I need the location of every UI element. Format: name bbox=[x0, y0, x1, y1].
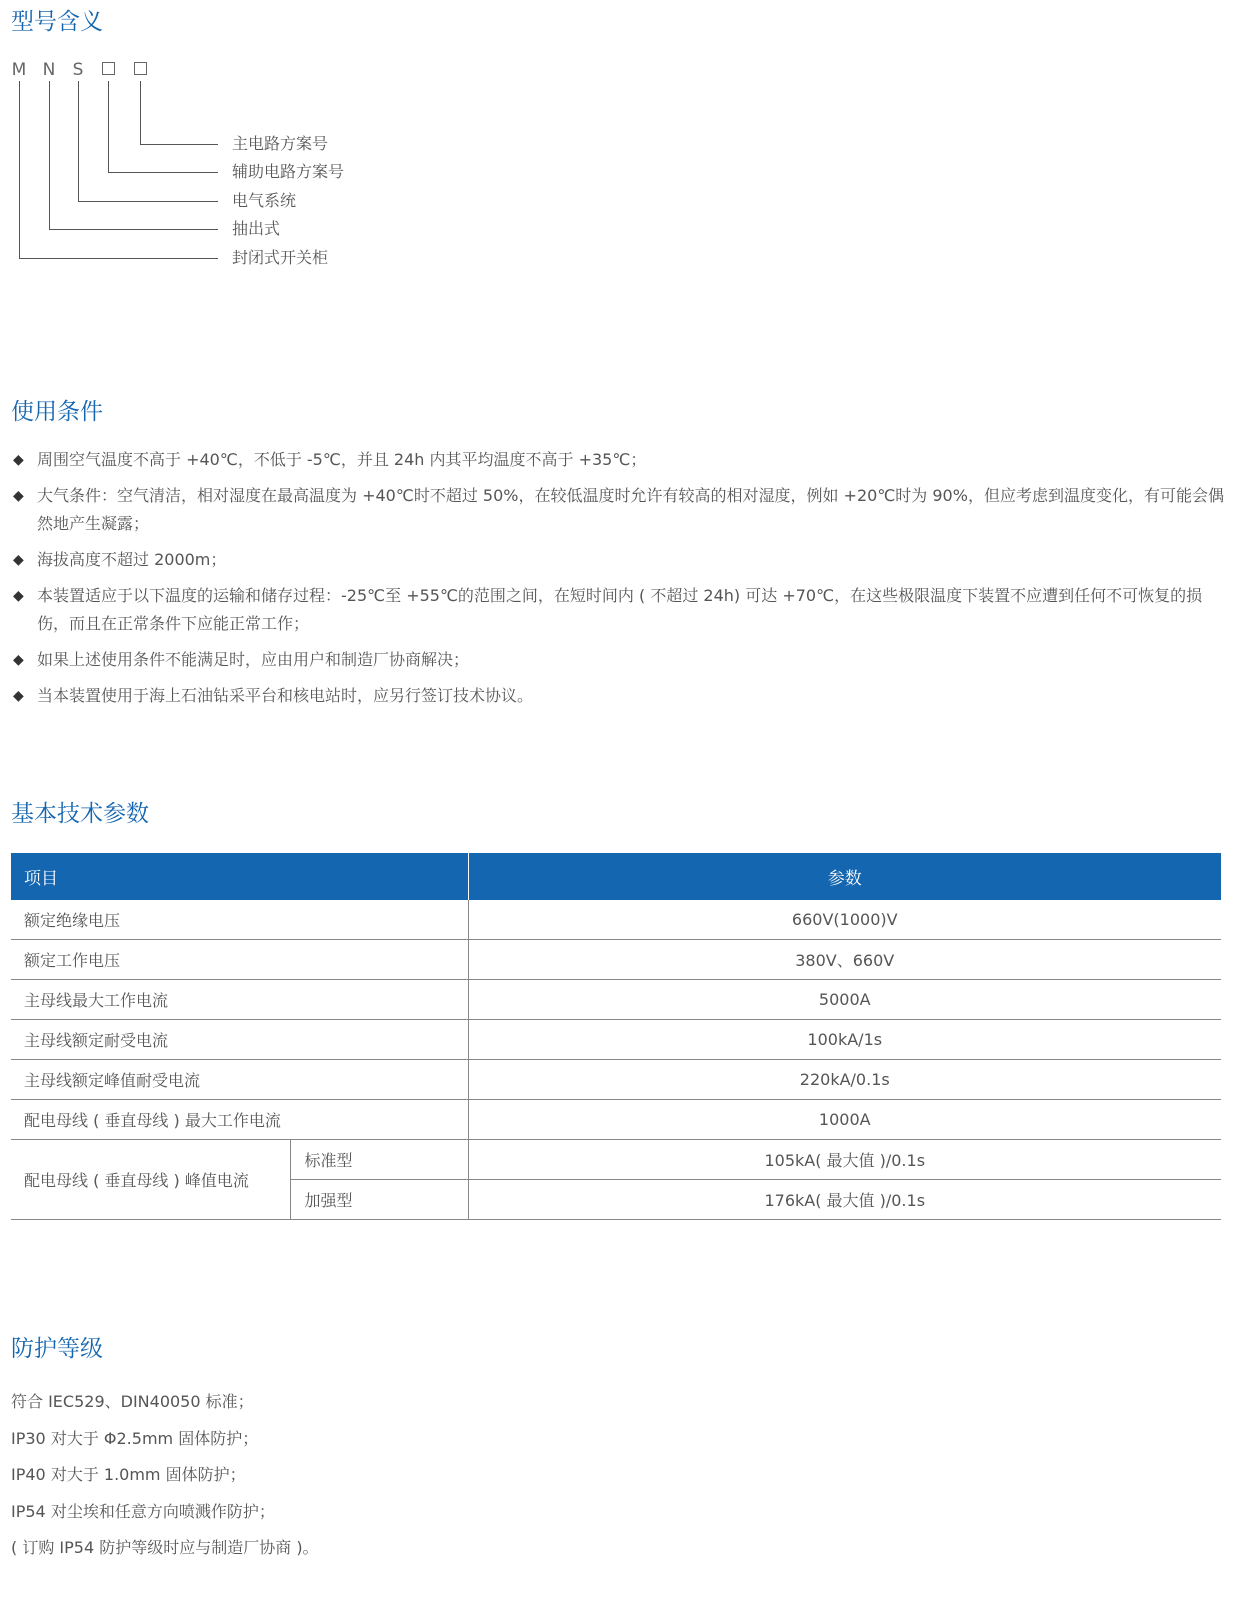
header-value: 参数 bbox=[468, 853, 1221, 900]
code-letter-s: S bbox=[72, 60, 84, 80]
model-meaning-title: 型号含义 bbox=[11, 9, 103, 35]
list-item: ◆ 海拔高度不超过 2000m； bbox=[13, 546, 1228, 574]
row-subtype-standard: 标准型 bbox=[290, 1140, 468, 1180]
row-value: 176kA( 最大值 )/0.1s bbox=[468, 1180, 1221, 1220]
list-item: ◆ 大气条件：空气清洁，相对湿度在最高温度为 +40℃时不超过 50%，在较低温度时允许有较高的相对湿度，例如 +20℃时为 90%，但应考虑到温度变化，有可能会偶然地产生凝露； bbox=[13, 482, 1228, 538]
table-row bbox=[11, 1020, 1221, 1060]
row-item: 配电母线 ( 垂直母线 ) 最大工作电流 bbox=[11, 1100, 468, 1140]
list-item: ◆ 周围空气温度不高于 +40℃，不低于 -5℃，并且 24h 内其平均温度不高于 +35℃； bbox=[13, 446, 1228, 474]
connector-aux-horizontal bbox=[108, 172, 218, 173]
list-item: ( 订购 IP54 防护等级时应与制造厂协商 )。 bbox=[11, 1538, 319, 1557]
diamond-bullet-icon: ◆ bbox=[13, 452, 24, 468]
diamond-bullet-icon: ◆ bbox=[13, 552, 24, 568]
diamond-bullet-icon: ◆ bbox=[13, 588, 24, 604]
connector-s-vertical bbox=[78, 81, 79, 202]
connector-s-horizontal bbox=[78, 201, 218, 202]
params-title: 基本技术参数 bbox=[11, 801, 149, 827]
header-item: 项目 bbox=[11, 853, 468, 900]
table-row bbox=[11, 1060, 1221, 1100]
code-box-auxiliary bbox=[102, 62, 115, 75]
table-row bbox=[11, 1100, 1221, 1140]
row-value: 220kA/0.1s bbox=[468, 1060, 1221, 1100]
table-row bbox=[11, 940, 1221, 980]
list-item: IP30 对大于 Φ2.5mm 固体防护； bbox=[11, 1428, 259, 1448]
diamond-bullet-icon: ◆ bbox=[13, 688, 24, 704]
connector-aux-vertical bbox=[108, 81, 109, 173]
row-value: 100kA/1s bbox=[468, 1020, 1221, 1060]
meaning-electrical-system: 电气系统 bbox=[232, 191, 297, 210]
row-item: 主母线最大工作电流 bbox=[11, 980, 468, 1020]
table-header-row bbox=[11, 853, 1221, 900]
connector-main-vertical bbox=[140, 81, 141, 145]
params-table bbox=[11, 853, 1221, 1220]
list-item: ◆ 当本装置使用于海上石油钻采平台和核电站时，应另行签订技术协议。 bbox=[13, 682, 1228, 710]
connector-m-horizontal bbox=[19, 258, 218, 259]
conditions-list bbox=[13, 446, 1228, 718]
row-subtype-reinforced: 加强型 bbox=[290, 1180, 468, 1220]
meaning-enclosed-switchgear: 封闭式开关柜 bbox=[232, 248, 329, 267]
row-item: 主母线额定峰值耐受电流 bbox=[11, 1060, 468, 1100]
code-letter-n: N bbox=[42, 60, 56, 80]
row-item: 主母线额定耐受电流 bbox=[11, 1020, 468, 1060]
row-value: 105kA( 最大值 )/0.1s bbox=[468, 1140, 1221, 1180]
meaning-withdrawable: 抽出式 bbox=[232, 219, 281, 238]
code-box-main bbox=[134, 62, 147, 75]
diamond-bullet-icon: ◆ bbox=[13, 488, 24, 504]
list-item: ◆ 如果上述使用条件不能满足时，应由用户和制造厂协商解决； bbox=[13, 646, 1228, 674]
row-value: 380V、660V bbox=[468, 940, 1221, 980]
protection-list bbox=[11, 1384, 319, 1567]
connector-n-horizontal bbox=[49, 229, 218, 230]
conditions-title: 使用条件 bbox=[11, 399, 103, 425]
table-row bbox=[11, 980, 1221, 1020]
list-item: ◆ 本装置适应于以下温度的运输和储存过程：-25℃至 +55℃的范围之间，在短时间内 ( 不超过 24h) 可达 +70℃，在这些极限温度下装置不应遭到任何不可恢复的损伤，而且在正常条件下应能正常工作； bbox=[13, 582, 1228, 638]
row-value: 1000A bbox=[468, 1100, 1221, 1140]
connector-main-horizontal bbox=[140, 144, 218, 145]
row-value: 660V(1000)V bbox=[468, 900, 1221, 940]
diamond-bullet-icon: ◆ bbox=[13, 652, 24, 668]
table-row bbox=[11, 900, 1221, 940]
connector-m-vertical bbox=[19, 81, 20, 259]
list-item: 符合 IEC529、DIN40050 标准； bbox=[11, 1392, 254, 1411]
row-item-peak-current: 配电母线 ( 垂直母线 ) 峰值电流 bbox=[11, 1140, 290, 1220]
connector-n-vertical bbox=[49, 81, 50, 230]
row-value: 5000A bbox=[468, 980, 1221, 1020]
meaning-main-circuit: 主电路方案号 bbox=[232, 134, 329, 153]
row-item: 额定绝缘电压 bbox=[11, 900, 468, 940]
code-letter-m: M bbox=[11, 60, 27, 80]
list-item: IP54 对尘埃和任意方向喷溅作防护； bbox=[11, 1501, 275, 1521]
table-row bbox=[11, 1140, 1221, 1180]
meaning-aux-circuit: 辅助电路方案号 bbox=[232, 162, 345, 181]
row-item: 额定工作电压 bbox=[11, 940, 468, 980]
list-item: IP40 对大于 1.0mm 固体防护； bbox=[11, 1465, 246, 1484]
protection-title: 防护等级 bbox=[11, 1336, 103, 1362]
